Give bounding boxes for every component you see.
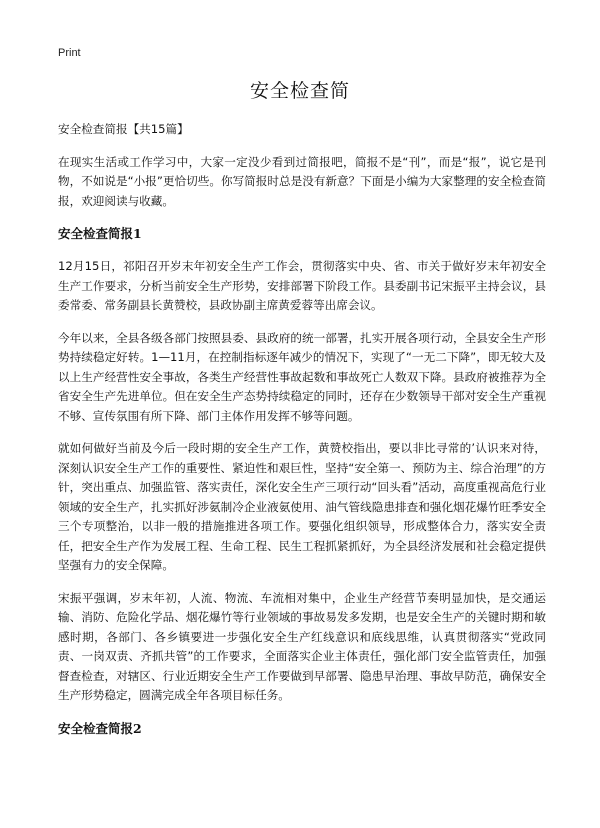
section-1-paragraph-2: 今年以来，全县各级各部门按照县委、县政府的统一部署，扎实开展各项行动，全县安全生产形势持续稳定好转。1—11月，在控制指标逐年减少的情况下，实现了“一无二下降”，即无较大及以上生产经营性安全事故，各类生产经营性事故起数和事故死亡人数双下降。县政府被推荐为全省安全生产先进单位。但在安全生产态势持续稳定的同时，还存在少数领导干部对安全生产重视不够、宣传氛围有所下降、部门主体作用发挥不够等问题。 — [58, 330, 546, 423]
section-1-paragraph-3: 就如何做好当前及今后一段时期的安全生产工作，黄赞校指出，要以非比寻常的’认识来对待，深刻认识安全生产工作的重要性、紧迫性和艰巨性，坚持“安全第一、预防为主、综合治理”的方针，突出重点、加强监管、落实责任，深化安全生产三项行动“回头看”活动，高度重视高危行业领域的安全生产，扎实抓好涉氨制冷企业液氨使用、油气管线隐患排查和强化烟花爆竹旺季安全三个专项整治，以非一般的措施推进各项工作。要强化组织领导，形成整体合力，落实安全责任，把安全生产作为发展工程、生命工程、民生工程抓紧抓好，为全县经济发展和社会稳定提供坚强有力的安全保障。 — [58, 441, 546, 572]
print-link[interactable]: Print — [58, 47, 81, 59]
section-1-paragraph-1: 12月15日，祁阳召开岁末年初安全生产工作会，贯彻落实中央、省、市关于做好岁末年初安全生产工作要求，分析当前安全生产形势，安排部署下阶段工作。县委副书记宋振平主持会议，县委常委、常务副县长黄赞校，县政协副主席黄爱蓉等出席会议。 — [58, 259, 546, 312]
document-subtitle: 安全检查简报【共15篇】 — [58, 122, 189, 136]
document-title: 安全检查简 — [249, 80, 350, 102]
section-heading-1: 安全检查简报1 — [58, 226, 142, 241]
section-1-paragraph-4: 宋振平强调，岁末年初，人流、物流、车流相对集中，企业生产经营节奏明显加快，是交通运输、消防、危险化学品、烟花爆竹等行业领域的事故易发多发期，也是安全生产的关键时期和敏感时期，各部门、各乡镇要进一步强化安全生产红线意识和底线思维，认真贯彻落实“党政同责、一岗双责、齐抓共管”的工作要求，全面落实企业主体责任，强化部门安全监管责任，加强督查检查，对辖区、行业近期安全生产工作要做到早部署、隐患早治理、事故早防范，确保安全生产形势稳定，圆满完成全年各项目标任务。 — [58, 590, 546, 702]
document-body — [58, 120, 546, 752]
intro-paragraph: 在现实生活或工作学习中，大家一定没少看到过简报吧，简报不是“刊”，而是“报”，说它是刊物，不如说是“小报”更恰切些。你写简报时总是没有新意？下面是小编为大家整理的安全检查简报，欢迎阅读与收藏。 — [58, 154, 546, 208]
section-heading-2: 安全检查简报2 — [58, 720, 142, 736]
